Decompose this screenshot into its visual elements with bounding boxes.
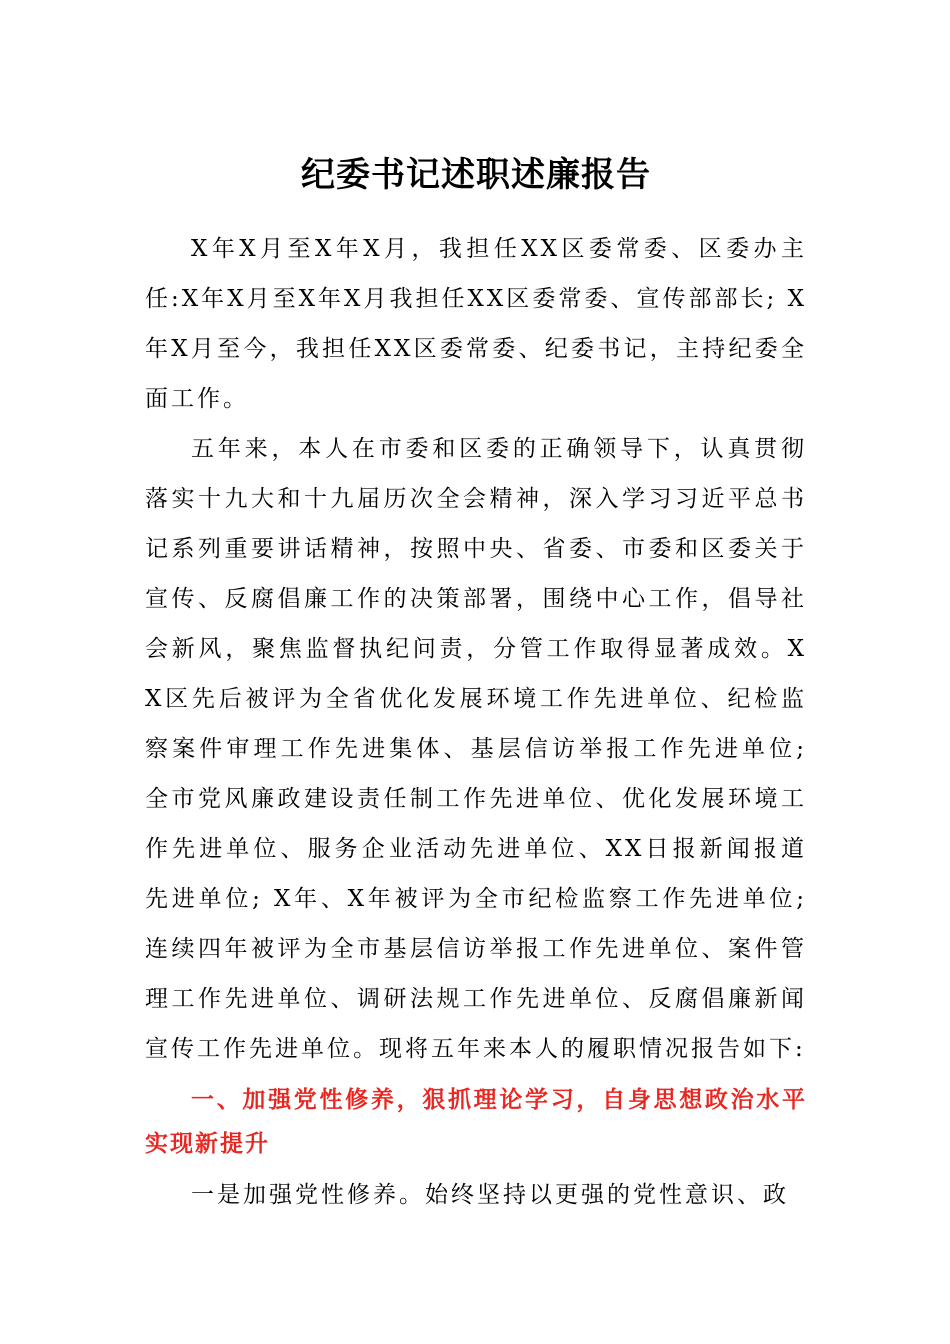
document-page: [145, 150, 807, 1220]
paragraph-party-spirit: 一是加强党性修养。始终坚持以更强的党性意识、政: [191, 1182, 789, 1208]
paragraph-achievements: 五年来，本人在市委和区委的正确领导下，认真贯彻落实十九大和十九届历次全会精神，深入学习习近平总书记系列重要讲话精神，按照中央、省委、市委和区委关于宣传、反腐倡廉工作的决策部署，围绕中心工作，倡导社会新风，聚焦监督执纪问责，分管工作取得显著成效。XX区先后被评为全省优化发展环境工作先进单位、纪检监察案件审理工作先进集体、基层信访举报工作先进单位; 全市党风廉政建设责任制工作先进单位、优化发展环境工作先进单位、服务企业活动先进单位、XX日报新闻报道先进单位; X年、X年被评为全市纪检监察工作先进单位; 连续四年被评为全市基层信访举报工作先进单位、案件管理工作先进单位、调研法规工作先进单位、反腐倡廉新闻宣传工作先进单位。现将五年来本人的履职情况报告如下:: [145, 436, 807, 1062]
document-title: 纪委书记述职述廉报告: [301, 155, 651, 195]
section-heading-1: 一、加强党性修养，狠抓理论学习，自身思想政治水平实现新提升: [145, 1087, 807, 1157]
paragraph-appointments: X年X月至X年X月，我担任XX区委常委、区委办主任:X年X月至X年X月我担任XX区委常委、宣传部部长; X年X月至今，我担任XX区委常委、纪委书记，主持纪委全面工作。: [145, 236, 807, 412]
